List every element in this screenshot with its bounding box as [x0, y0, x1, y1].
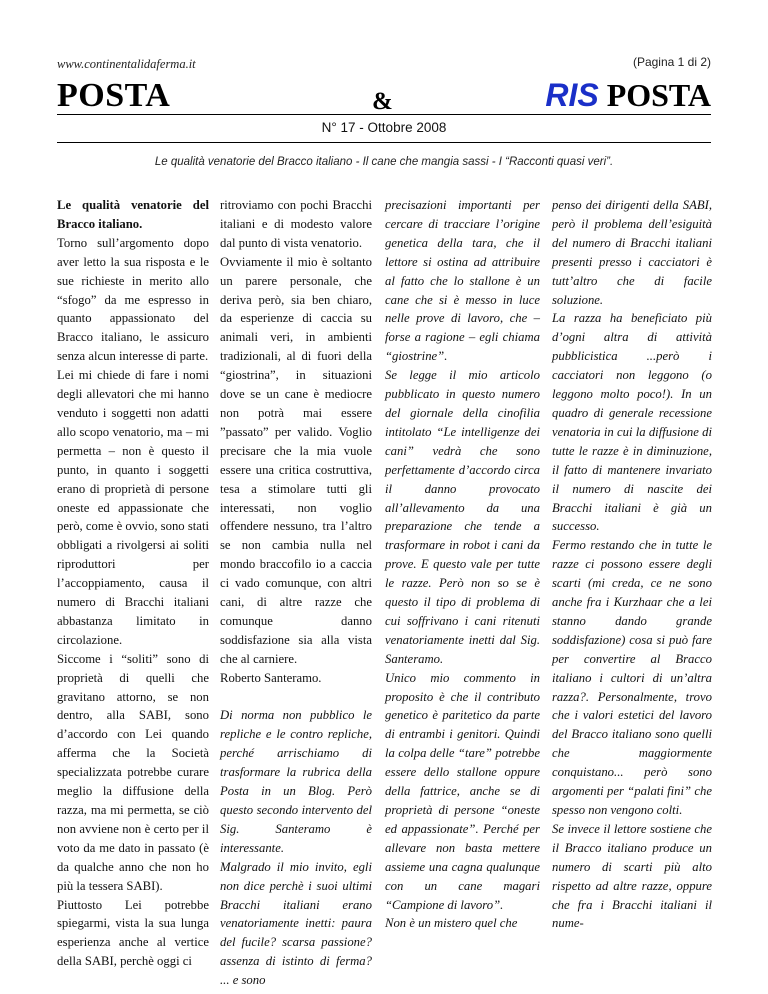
risposta-posta-label: POSTA	[606, 77, 711, 113]
column-4	[552, 196, 712, 933]
risposta-title	[545, 77, 711, 114]
editor-reply: Di norma non pubblico le repliche e le contro repliche, perché arrischiamo di trasformare la rubrica della Posta in un Blog. Però questo secondo intervento del Sig. Santeramo è interessante.	[220, 708, 372, 855]
site-url[interactable]: www.continentalidaferma.it	[57, 57, 196, 71]
editor-reply: Malgrado il mio invito, egli non dice perchè i suoi ultimi Bracchi italiani erano venatoriamente inetti: paura del fucile? scarsa passione? assenza di istinto di ferma? ... e sono	[220, 859, 372, 988]
paragraph: Lei mi chiede di fare i nomi degli allevatori che mi hanno venduto i soggetti non adatti allo scopo venatorio, ma – mi permetta – non è questo il punto, in quanto i soggetti erano di proprietà di persone oneste ed appassionate che però, come è ovvio, sono stati obbligati a rivolgersi ai soliti riproduttori per l’accoppiamento, causa il numero di Bracchi italiani abbastanza limitato in circolazione.	[57, 368, 209, 647]
paragraph: Ovviamente il mio è soltanto un parere personale, che deriva però, sia ben chiaro, da esperienze di caccia su animali veri, in ambienti tradizionali, al di fuori della “giostrina”, in situazioni dove se un cane è mediocre non potrà mai essere ”passato” per valido. Voglio precisare che la mia vuole essere una critica costruttiva, tesa a stimolare tutti gli interessati, non voglio offendere nessuno, tra l’altro se non cambia nulla nel mondo braccofilo io a caccia ci vado comunque, con altri cani, di altre razze che comunque danno soddisfazione sia alla vista che al carniere.	[220, 254, 372, 666]
editor-reply: Unico mio commento in proposito è che il contributo genetico è paritetico da parte di entrambi i genitori. Quindi la colpa delle “tare” potrebbe essere dello stallone oppure della fattrice, anche se di proprietà di persone “oneste ed appassionate”. Perché per allevare non basta mettere assieme una cagna qualunque con un cane magari “Campione di lavoro”.	[385, 670, 540, 912]
paragraph: Torno sull’argomento dopo aver letto la sua risposta e le sue richieste in merito allo “sfogo” da me espresso in quanto appassionato del Bracco italiano, le assicuro senza alcun interesse di parte.	[57, 235, 209, 364]
editor-reply: precisazioni importanti per cercare di tracciare l’origine genetica della tara, che il lettore si ostina ad attribuire al fatto che lo stallone è un cane che si è messo in luce nelle prove di lavoro, che – forse a ragione – egli chiama “giostrine”.	[385, 198, 540, 364]
column-3	[385, 196, 540, 933]
paragraph: ritroviamo con pochi Bracchi italiani e di modesto valore dal punto di vista venatorio.	[220, 198, 372, 250]
column-2	[220, 196, 372, 990]
spacer	[220, 688, 372, 707]
page-indicator: (Pagina 1 di 2)	[632, 55, 711, 69]
editor-reply: Se invece il lettore sostiene che il Bracco italiano produce un numero di scarti più alto rispetto ad altre razze, oppure che fra i Bracchi italiani il nume-	[552, 821, 712, 931]
editor-reply: Fermo restando che in tutte le razze ci possono essere degli scarti (mi creda, ce ne sono anche fra i Kurzhaar che a lei stanno dando grande soddisfazione) cosa si può fare per convertire al Bracco italiano i cultori di un’altra razza?. Personalmente, trovo che i valori estetici del lavoro del Bracco italiano sono quelli che maggiormente conquistano... però sono argomenti per “palati fini” che spesso non vengono colti.	[552, 538, 712, 817]
issue-subtitle: Le qualità venatorie del Bracco italiano - Il cane che mangia sassi - I “Racconti quasi veri”.	[154, 156, 614, 168]
header-rule-top	[57, 114, 711, 115]
article-heading: Le qualità venatorie del Bracco italiano.	[57, 198, 209, 231]
editor-reply: La razza ha beneficiato più d’ogni altra di attività pubblicistica ...però i cacciatori non leggono (o leggono molto poco!). In un quadro di generale recessione venatoria in cui la diffusione di tutte le razze è in diminuzione, il fatto di mantenere invariato il numero di nascite dei Bracchi italiani è già un successo.	[552, 311, 712, 534]
editor-reply: penso dei dirigenti della SABI, però il problema dell’esiguità del numero di Bracchi italiani presenti presso i cacciatori è tutt’altro che di facile soluzione.	[552, 198, 712, 307]
ampersand-symbol: &	[372, 88, 393, 115]
posta-title: POSTA	[57, 77, 171, 114]
letter-signature: Roberto Santeramo.	[220, 670, 322, 685]
header-rule-bottom	[57, 142, 711, 143]
paragraph: Siccome i “soliti” sono di proprietà di quelli che gravitano attorno, se non dentro, alla SABI, sono d’accordo con Lei quando afferma che la Società specializzata potrebbe curare meglio la diffusione della razza, ma mi permetta, se ciò non avviene non è certo per il voto da me dato in passato (è da qualche anno che non ho più la tessera SABI).	[57, 651, 209, 893]
ris-label: RIS	[545, 77, 599, 113]
editor-reply: Se legge il mio articolo pubblicato in questo numero del giornale della cinofilia intitolato “Le intelligenze dei cani” vedrà che sono perfettamente d’accordo circa il danno provocato all’allevamento da una preparazione che tende a trasformare in robot i cani da prove. E questo vale per tutte le razze. Però non so se è questo il tipo di problema di cui soffrivano i cani ritenuti venatoriamente inetti dal Sig. Santeramo.	[385, 368, 540, 666]
column-1	[57, 196, 209, 971]
issue-number: N° 17 - Ottobre 2008	[321, 120, 447, 135]
editor-reply: Non è un mistero quel che	[385, 916, 518, 931]
paragraph: Piuttosto Lei potrebbe spiegarmi, vista la sua lunga esperienza anche al vertice della SABI, perchè oggi ci	[57, 897, 209, 969]
